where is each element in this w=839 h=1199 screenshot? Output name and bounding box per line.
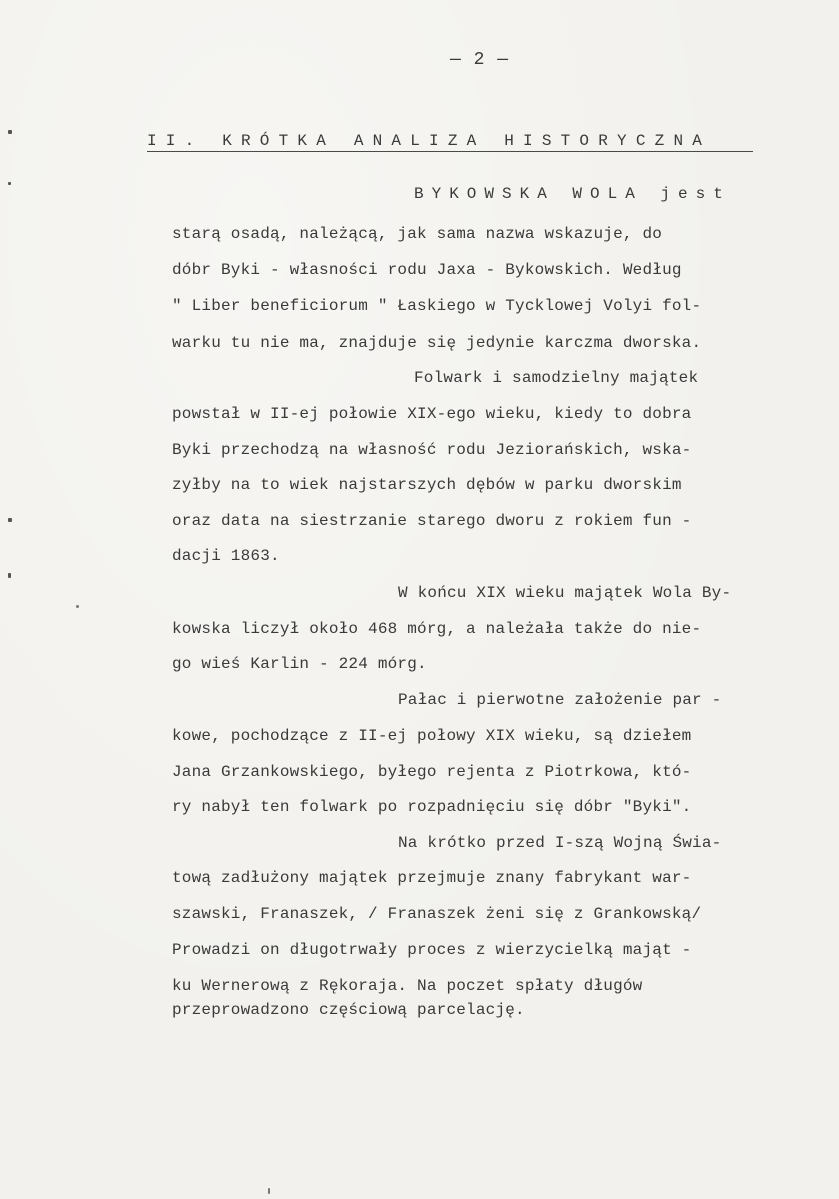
paper-speck — [268, 1188, 270, 1194]
text-line: Pałac i pierwotne założenie par - — [398, 691, 722, 709]
text-line: W końcu XIX wieku majątek Wola By- — [398, 584, 732, 602]
paper-speck — [76, 605, 79, 608]
text-line: Na krótko przed I-szą Wojną Świa- — [398, 834, 722, 852]
text-line: dóbr Byki - własności rodu Jaxa - Bykowskich. Według — [172, 261, 682, 279]
text-line: starą osadą, należącą, jak sama nazwa wskazuje, do — [172, 225, 663, 243]
margin-mark — [8, 182, 11, 185]
margin-mark — [8, 130, 12, 134]
text-line: go wieś Karlin - 224 mórg. — [172, 655, 427, 673]
text-line: " Liber beneficiorum " Łaskiego w Tycklowej Volyi fol- — [172, 297, 702, 315]
text-line: dacji 1863. — [172, 547, 280, 565]
text-line: warku tu nie ma, znajduje się jedynie karczma dworska. — [172, 334, 702, 352]
text-line: Prowadzi on długotrwały proces z wierzycielką mająt - — [172, 941, 692, 959]
text-line: BYKOWSKA WOLA jest — [414, 185, 731, 203]
text-line: tową zadłużony majątek przejmuje znany fabrykant war- — [172, 869, 692, 887]
text-line: Folwark i samodzielny majątek — [414, 369, 699, 387]
section-heading: II. KRÓTKA ANALIZA HISTORYCZNA — [147, 132, 753, 152]
margin-mark — [8, 573, 11, 578]
text-line: oraz data na siestrzanie starego dworu z rokiem fun - — [172, 512, 692, 530]
text-line: Jana Grzankowskiego, byłego rejenta z Piotrkowa, któ- — [172, 763, 692, 781]
page-number: — 2 — — [449, 50, 509, 70]
text-line: szawski, Franaszek, / Franaszek żeni się z Grankowską/ — [172, 905, 702, 923]
text-line: przeprowadzono częściową parcelację. — [172, 1001, 525, 1019]
margin-mark — [8, 518, 12, 522]
text-line: ku Wernerową z Rękoraja. Na poczet spłaty długów — [172, 977, 643, 995]
text-line: Byki przechodzą na własność rodu Jeziorańskich, wska- — [172, 441, 692, 459]
text-line: ry nabył ten folwark po rozpadnięciu się dóbr "Byki". — [172, 798, 692, 816]
text-line: zyłby na to wiek najstarszych dębów w parku dworskim — [172, 476, 682, 494]
text-line: kowska liczył około 468 mórg, a należała także do nie- — [172, 620, 702, 638]
text-line: powstał w II-ej połowie XIX-ego wieku, kiedy to dobra — [172, 405, 692, 423]
text-line: kowe, pochodzące z II-ej połowy XIX wieku, są dziełem — [172, 727, 692, 745]
